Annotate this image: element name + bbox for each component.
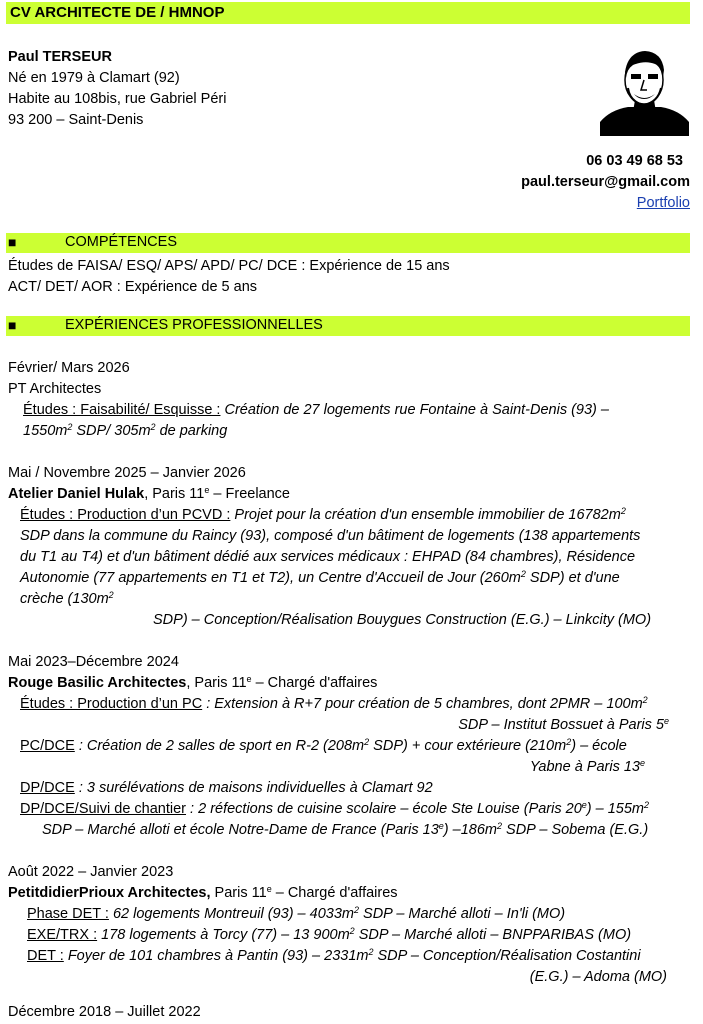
job-detail-line: crèche ($130m^2$ [20,590,114,607]
section-title: EXPÉRIENCES PROFESSIONNELLES [65,317,323,333]
job-phase: Études : Production d’un PC [20,696,203,712]
job-company: PT Architectes [8,381,102,397]
title-bar [6,2,690,24]
job-detail-line: Études : Production d’un PCVD : Projet pour la création d'un ensemble immobilier de $16782m^2$ [20,506,626,523]
section-header-competences [6,233,690,253]
email-address: paul.terseur@gmail.com [521,174,690,190]
portfolio-link[interactable]: Portfolio [636,195,690,211]
job-dates: Février/ Mars 2026 [8,360,130,376]
job-phase: DP/DCE/Suivi de chantier [20,801,187,817]
job-detail-line: EXE/TRX : 178 logements à Torcy (77) – 13 $900m^2$ SDP – Marché alloti – BNPPARIBAS (MO) [27,926,632,943]
job-detail-line: du T1 au T4) et d'un bâtiment dédié aux services médicaux : EHPAD (84 chambres), Résidence [20,549,636,565]
job-phase: Phase DET : [27,906,109,922]
job-detail-line: DP/DCE/Suivi de chantier : 2 réfections de cuisine scolaire – école Ste Louise (Paris $20e) - 155m^2$ [20,800,650,817]
job-detail-line: Études : Faisabilité/ Esquisse : Création de 27 logements rue Fontaine à Saint-Denis (93) – [23,402,609,418]
job-dates: Août 2022 – Janvier 2023 [8,864,174,880]
job-detail-line: SDP dans la commune du Raincy (93), composé d'un bâtiment de logements (138 appartements [20,528,641,544]
job-detail-line: DET : Foyer de 101 chambres à Pantin $(93) - 2331m^2$ SDP – Conception/Réalisation Costantini [27,947,641,964]
city-line: 93 200 – Saint-Denis [8,112,144,128]
person-name: Paul TERSEUR [8,49,112,65]
job-phase: DP/DCE [20,780,75,796]
portrait-photo-icon [600,44,689,136]
bullet-square-icon: ■ [8,234,17,250]
section-title: COMPÉTENCES [65,234,177,250]
birth-info: Né en 1979 à Clamart (92) [8,70,180,86]
job-detail-line: SDP – Marché alloti et école Notre-Dame de France (Paris 13e) $-186m^2$ SDP – Sobema (E.G.) [42,821,649,838]
page-title: CV ARCHITECTE DE / HMNOP [10,4,225,21]
job-detail-line: (E.G.) – Adoma (MO) [529,969,667,985]
section-header-experiences [6,316,690,336]
job-detail-line: $1550m^2$ SDP/ $305m^2$ de parking [23,422,228,439]
phone-number: 06 03 49 68 53 [586,153,683,169]
job-dates: Mai / Novembre 2025 – Janvier 2026 [8,465,246,481]
job-phase: Études : Production d’un PCVD : [20,507,231,523]
job-phase: EXE/TRX : [27,927,98,943]
competence-line: Études de FAISA/ ESQ/ APS/ APD/ PC/ DCE : Expérience de 15 ans [8,258,450,274]
competence-line: ACT/ DET/ AOR : Expérience de 5 ans [8,279,258,295]
address-line: Habite au 108bis, rue Gabriel Péri [8,91,227,107]
job-detail-line: Autonomie (77 appartements en T1 et T2), un Centre d'Accueil de Jour ($260m^2$ SDP) et d'une [20,569,620,586]
job-company-line: Rouge Basilic Architectes, Paris 11e – Chargé d'affaires [8,674,378,691]
job-company-line: PetitdidierPrioux Architectes, Paris 11e – Chargé d'affaires [8,884,398,901]
job-phase: Études : Faisabilité/ Esquisse : [23,402,221,418]
job-detail-line: SDP) – Conception/Réalisation Bouygues Construction (E.G.) – Linkcity (MO) [153,612,652,628]
job-dates: Décembre 2018 – Juillet 2022 [8,1004,201,1020]
job-detail-line: SDP – Institut Bossuet à Paris 5e [458,716,669,733]
job-detail-line: Phase DET : 62 logements Montreuil $(93) - 4033m^2$ SDP – Marché alloti – In'li (MO) [27,905,566,922]
job-detail-line: PC/DCE : Création de 2 salles de sport en R-2 ($208m^2$ SDP) + cour extérieure $(210m^2)$ – école [20,737,627,754]
job-company-line: Atelier Daniel Hulak, Paris 11e – Freelance [8,485,290,502]
job-phase: PC/DCE [20,738,75,754]
bullet-square-icon: ■ [8,317,17,333]
job-detail-line: Études : Production d’un PC : Extension à R+7 pour création de 5 chambres, dont $2PMR - 100m^2$ [20,695,648,712]
job-detail-line: Yabne à Paris 13e [529,758,645,775]
job-phase: DET : [27,948,64,964]
job-detail-line: DP/DCE : 3 surélévations de maisons individuelles à Clamart 92 [20,780,433,796]
job-dates: Mai 2023–Décembre 2024 [8,654,179,670]
